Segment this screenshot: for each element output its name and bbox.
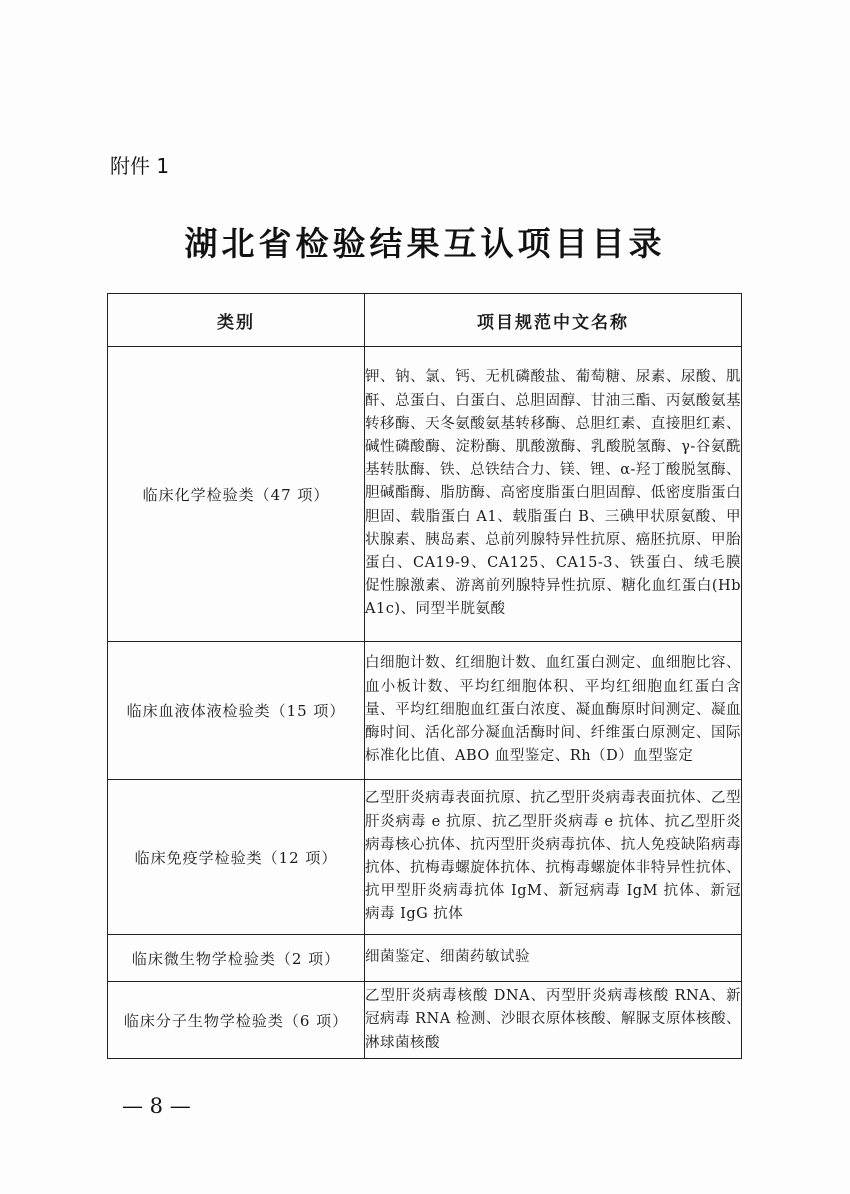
category-cell: 临床微生物学检验类（2 项） <box>108 935 365 982</box>
header-item-names: 项目规范中文名称 <box>365 294 742 347</box>
table-header-row <box>108 294 742 347</box>
table-row <box>108 935 742 982</box>
category-cell: 临床化学检验类（47 项） <box>108 347 365 642</box>
items-cell: 乙型肝炎病毒核酸 DNA、丙型肝炎病毒核酸 RNA、新冠病毒 RNA 检测、沙眼衣原体核酸、解脲支原体核酸、淋球菌核酸 <box>365 982 742 1059</box>
table-row <box>108 982 742 1059</box>
items-cell: 乙型肝炎病毒表面抗原、抗乙型肝炎病毒表面抗体、乙型肝炎病毒 e 抗原、抗乙型肝炎病毒 e 抗体、抗乙型肝炎病毒核心抗体、抗丙型肝炎病毒抗体、抗人免疫缺陷病毒抗体、抗梅毒螺旋体抗体、抗梅毒螺旋体非特异性抗体、抗甲型肝炎病毒抗体 IgM、新冠病毒 IgM 抗体、新冠病毒 IgG 抗体 <box>365 780 742 935</box>
table-row <box>108 347 742 642</box>
items-cell: 白细胞计数、红细胞计数、血红蛋白测定、血细胞比容、血小板计数、平均红细胞体积、平均红细胞血红蛋白含量、平均红细胞血红蛋白浓度、凝血酶原时间测定、凝血酶时间、活化部分凝血活酶时间、纤维蛋白原测定、国际标准化比值、ABO 血型鉴定、Rh（D）血型鉴定 <box>365 642 742 780</box>
attachment-label: 附件 1 <box>110 154 170 178</box>
document-title: 湖北省检验结果互认项目目录 <box>184 224 666 263</box>
table-row <box>108 642 742 780</box>
category-cell: 临床血液体液检验类（15 项） <box>108 642 365 780</box>
items-cell: 钾、钠、氯、钙、无机磷酸盐、葡萄糖、尿素、尿酸、肌酐、总蛋白、白蛋白、总胆固醇、甘油三酯、丙氨酸氨基转移酶、天冬氨酸氨基转移酶、总胆红素、直接胆红素、碱性磷酸酶、淀粉酶、肌酸激酶、乳酸脱氢酶、γ-谷氨酰基转肽酶、铁、总铁结合力、镁、锂、α-羟丁酸脱氢酶、胆碱酯酶、脂肪酶、高密度脂蛋白胆固醇、低密度脂蛋白胆固、载脂蛋白 A1、载脂蛋白 B、三碘甲状原氨酸、甲状腺素、胰岛素、总前列腺特异性抗原、癌胚抗原、甲胎蛋白、CA19-9、CA125、CA15-3、铁蛋白、绒毛膜促性腺激素、游离前列腺特异性抗原、糖化血红蛋白(HbA1c)、同型半胱氨酸 <box>365 347 742 642</box>
category-cell: 临床分子生物学检验类（6 项） <box>108 982 365 1059</box>
items-cell: 细菌鉴定、细菌药敏试验 <box>365 935 742 982</box>
page-number: — 8 — <box>122 1094 191 1118</box>
header-category: 类别 <box>108 294 365 347</box>
category-cell: 临床免疫学检验类（12 项） <box>108 780 365 935</box>
catalog-table <box>107 293 742 1059</box>
table-row <box>108 780 742 935</box>
